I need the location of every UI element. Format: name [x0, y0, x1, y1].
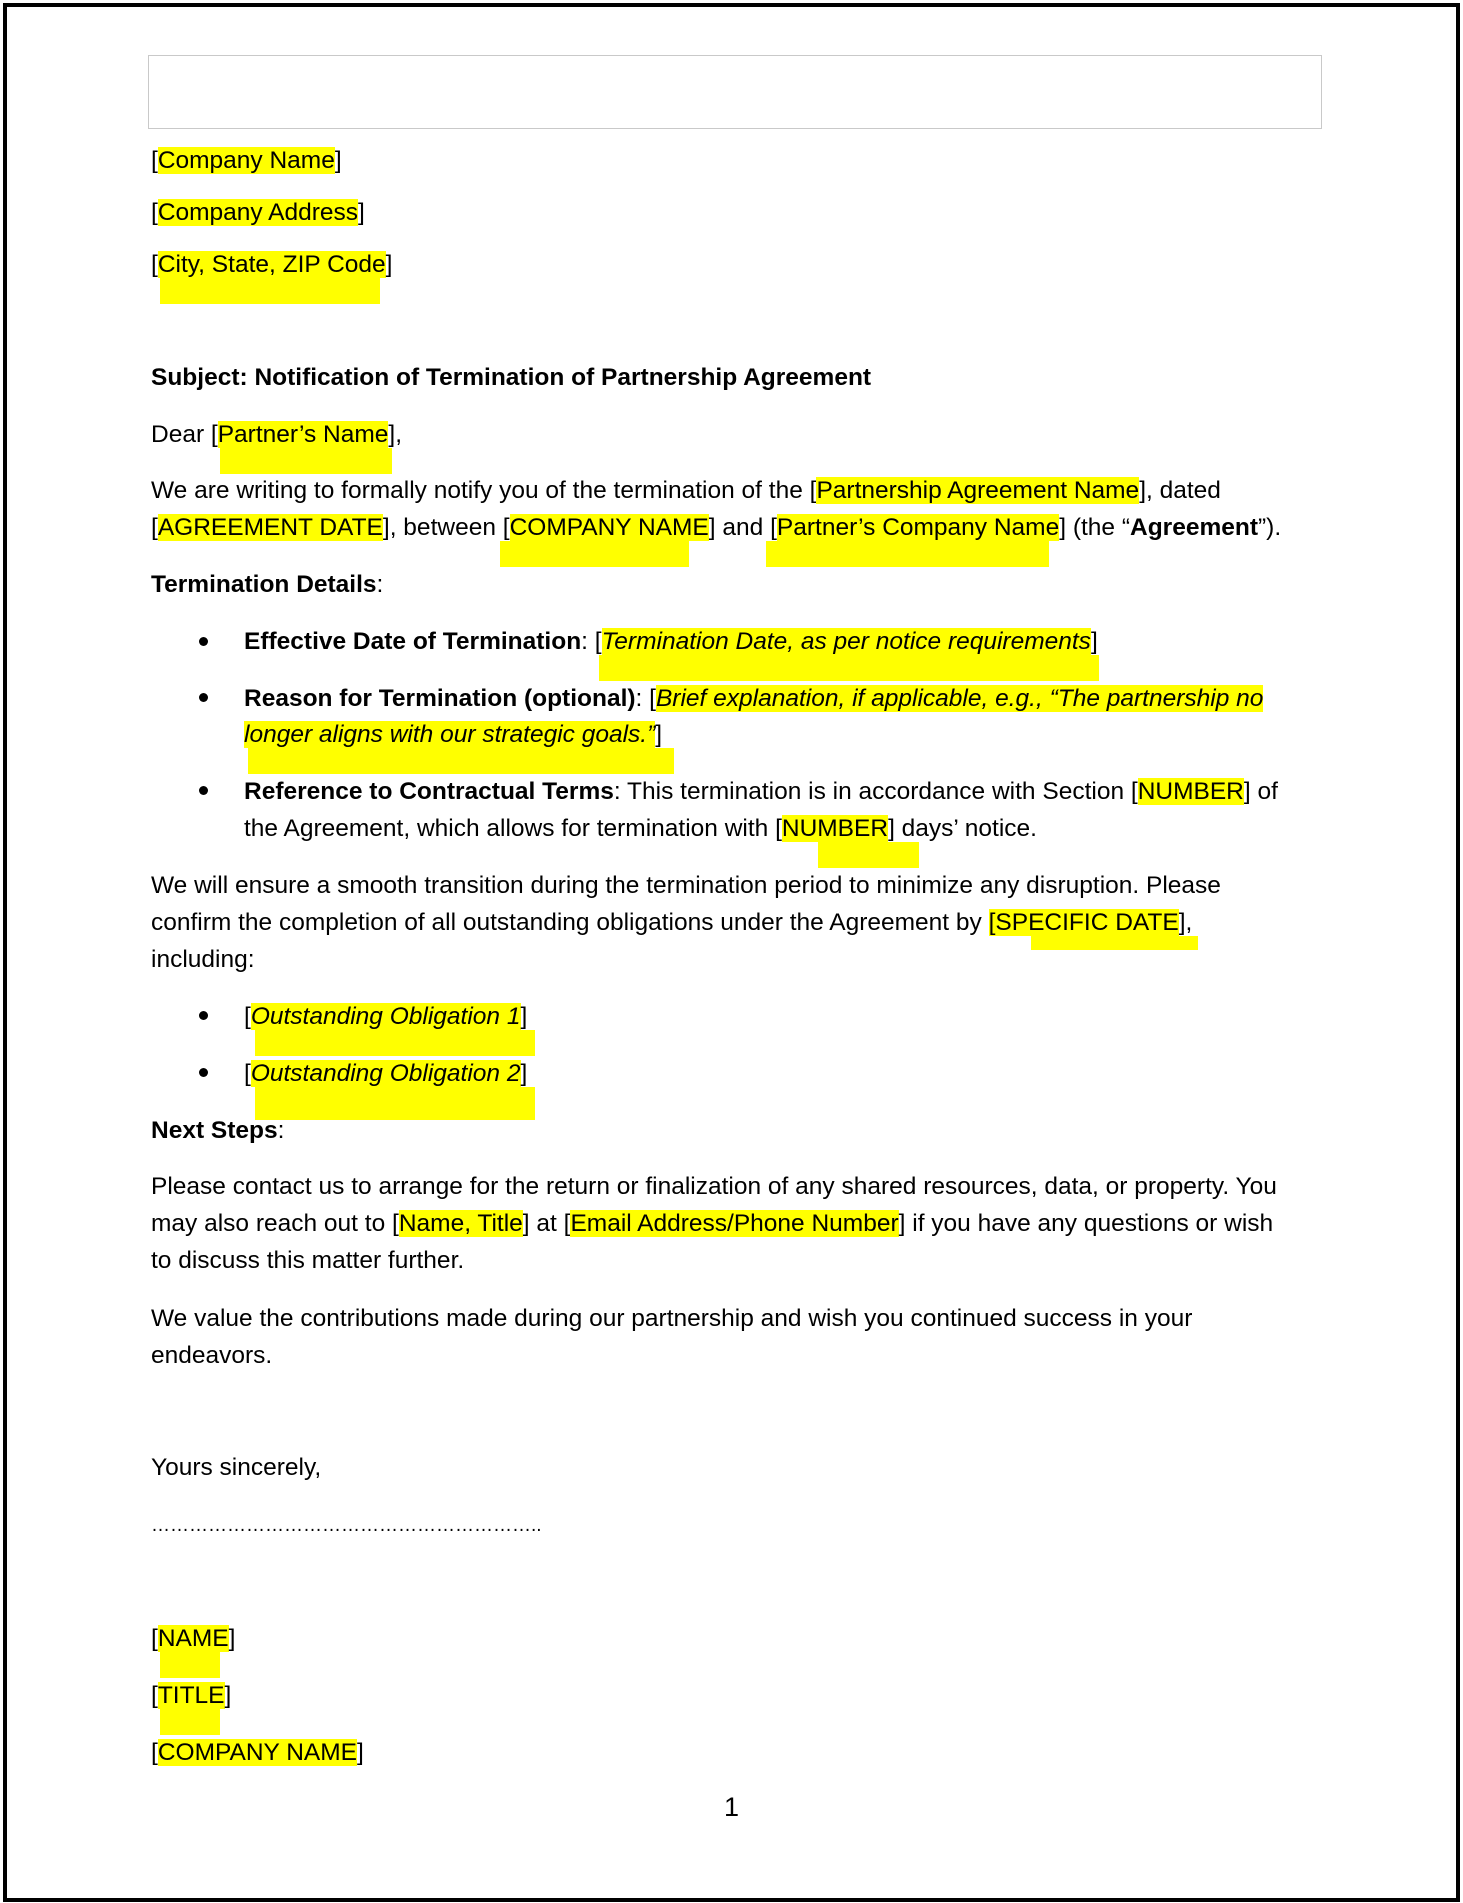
letter-document — [7, 7, 1456, 1898]
highlight-tail — [255, 1030, 535, 1056]
closing-line-2: endeavors. — [151, 1342, 273, 1369]
sender-company-address: [Company Address] — [151, 199, 365, 226]
bullet-icon — [199, 1068, 208, 1077]
signature-line: …………………………………………………….. — [151, 1515, 542, 1536]
sender-city-state-zip: [City, State, ZIP Code] — [151, 251, 393, 278]
reference-item-line-1: Reference to Contractual Terms: This termination is in accordance with Section [NUMBER] of — [244, 778, 1278, 805]
highlight-tail — [766, 541, 1049, 567]
header-area[interactable] — [148, 55, 1322, 129]
highlight-tail — [818, 842, 919, 868]
intro-line-1: We are writing to formally notify you of the termination of the [Partnership Agreement Name], dated — [151, 477, 1221, 504]
obligation-item: [Outstanding Obligation 2] — [244, 1060, 528, 1087]
signatory-title: [TITLE] — [151, 1682, 232, 1709]
highlight-tail — [160, 1652, 220, 1678]
highlight-tail — [160, 278, 380, 304]
next-steps-heading: Next Steps: — [151, 1117, 285, 1144]
page-frame — [3, 3, 1460, 1902]
highlight-tail — [248, 748, 674, 774]
next-steps-line-3: to discuss this matter further. — [151, 1247, 465, 1274]
bullet-icon — [199, 693, 208, 702]
bullet-icon — [199, 786, 208, 795]
highlight-tail — [500, 541, 689, 567]
highlight-tail — [1031, 936, 1198, 950]
transition-line-2: confirm the completion of all outstanding obligations under the Agreement by [SPECIFIC DATE], — [151, 909, 1193, 936]
bullet-icon — [199, 637, 208, 646]
subject-line: Subject: Notification of Termination of Partnership Agreement — [151, 364, 872, 391]
reason-item-line-2: longer aligns with our strategic goals.”] — [244, 721, 663, 748]
highlight-tail — [220, 448, 392, 474]
obligation-item: [Outstanding Obligation 1] — [244, 1003, 528, 1030]
next-steps-line-1: Please contact us to arrange for the return or finalization of any shared resources, data, or property. You — [151, 1173, 1277, 1200]
transition-line-1: We will ensure a smooth transition during the termination period to minimize any disruption. Please — [151, 872, 1221, 899]
signatory-name: [NAME] — [151, 1625, 236, 1652]
highlight-tail — [160, 1709, 220, 1735]
effective-date-item: Effective Date of Termination: [Termination Date, as per notice requirements] — [244, 628, 1098, 655]
closing-line-1: We value the contributions made during our partnership and wish you continued success in your — [151, 1305, 1193, 1332]
reason-item-line-1: Reason for Termination (optional): [Brief explanation, if applicable, e.g., “The partnership no — [244, 685, 1264, 712]
greeting: Dear [Partner’s Name], — [151, 421, 403, 448]
next-steps-line-2: may also reach out to [Name, Title] at [Email Address/Phone Number] if you have any questions or wish — [151, 1210, 1274, 1237]
page-number: 1 — [723, 1792, 740, 1822]
termination-details-heading: Termination Details: — [151, 571, 384, 598]
transition-line-3: including: — [151, 946, 255, 973]
highlight-tail — [599, 655, 1099, 681]
intro-line-2: [AGREEMENT DATE], between [COMPANY NAME] and [Partner’s Company Name] (the “Agreement”). — [151, 514, 1282, 541]
reference-item-line-2: the Agreement, which allows for termination with [NUMBER] days’ notice. — [244, 815, 1037, 842]
sender-company-name: [Company Name] — [151, 147, 342, 174]
sign-off: Yours sincerely, — [151, 1454, 322, 1481]
highlight-tail — [255, 1087, 535, 1120]
signatory-company: [COMPANY NAME] — [151, 1739, 364, 1766]
bullet-icon — [199, 1011, 208, 1020]
